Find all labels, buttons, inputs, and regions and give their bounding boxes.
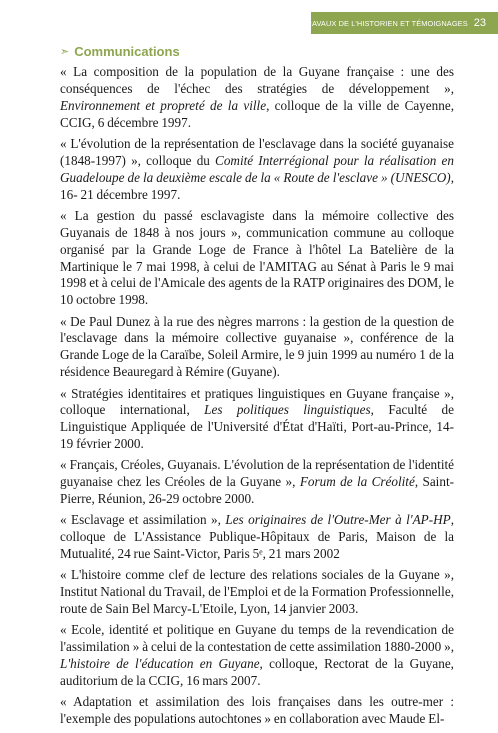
communications-list: [60, 64, 454, 733]
entry-title-italic: Les politiques linguistiques: [204, 402, 371, 418]
entry-text: « Stratégies identitaires et pratiques linguistiques en Guyane française », colloque international,: [60, 385, 454, 418]
entry-title-italic: Les originaires de l'Outre-Mer à l'AP-HP: [225, 512, 451, 528]
arrow-icon: ➣: [60, 46, 70, 58]
entry-text: , colloque de L'Assistance Publique-Hôpitaux de Paris, Maison de la Mutualité, 24 rue Saint-Victor, Paris 5ᵉ, 21 mars 2002: [60, 512, 454, 562]
entry-text: « L'évolution de la représentation de l'esclavage dans la société guyanaise (1848-1997) », colloque du: [60, 135, 454, 168]
entry-text: , colloque de la ville de Cayenne, CCIG, 6 décembre 1997.: [60, 97, 454, 130]
communication-entry: [60, 208, 454, 309]
entry-text: , 16- 21 décembre 1997.: [60, 169, 454, 202]
entry-text: « La composition de la population de la Guyane française : une des conséquences de l'échec des stratégies de développement »,: [60, 64, 454, 96]
entry-text: « L'histoire comme clef de lecture des relations sociales de la Guyane », Institut National du Travail, de l'Emploi et de la Formation Professionnelle, route de Sain Bel Marcy-L'Etoile, Lyon, 14 janvier 2003.: [60, 567, 454, 617]
entry-title-italic: Environnement et propreté de la ville: [60, 97, 267, 113]
communication-entry: [60, 694, 454, 728]
running-header-title: TRAVAUX DE L'HISTORIEN ET TÉMOIGNAGES: [301, 18, 468, 28]
communication-entry: [60, 567, 454, 618]
entry-text: « De Paul Dunez à la rue des nègres marrons : la gestion de la question de l'esclavage dans la mémoire collective guyanaise », conférence de la Grande Loge de la Caraïbe, Soleil Armire, le 9 juin 1999 au numéro 1 de la résidence Beauregard à Rémire (Guyane).: [60, 313, 454, 380]
communication-entry: [60, 512, 454, 563]
entry-text: « Ecole, identité et politique en Guyane du temps de la revendication de l'assimilation » à celui de la contestation de cette assimilation 1880-2000 »,: [60, 622, 454, 655]
entry-text: « La gestion du passé esclavagiste dans la mémoire collective des Guyanais de 1848 à nos jours », communication commune au colloque organisé par la Grande Loge de France à l'hôtel La Batelière de la Martinique le 7 mai 1998, à celui de l'AMITAG au Sénat à Paris le 9 mai 1998 et à celui de l'Amicale des agents de la RATP originaires des DOM, le 10 octobre 1998.: [60, 207, 454, 308]
page-number: 23: [473, 17, 486, 29]
entry-title-italic: Forum de la Créolité: [299, 474, 415, 490]
entry-text: , Faculté de Linguistique Appliquée de l'Université d'État d'Haïti, Port-au-Prince, 14-19 février 2000.: [60, 402, 454, 452]
communication-entry: [60, 314, 454, 382]
entry-text: , Saint-Pierre, Réunion, 26-29 octobre 2000.: [60, 474, 455, 507]
entry-title-italic: Comité Interrégional pour la réalisation en Guadeloupe de la deuxième escale de la « Route de l'esclave » (UNESCO): [60, 152, 455, 185]
entry-text: « Esclavage et assimilation »,: [60, 512, 226, 528]
section-title: Communications: [74, 44, 180, 59]
entry-title-italic: L'histoire de l'éducation en Guyane: [60, 656, 260, 672]
entry-text: « Adaptation et assimilation des lois françaises dans les outre-mer : l'exemple des populations autochtones » en collaboration avec Maude El-: [60, 694, 454, 727]
communication-entry: [60, 386, 454, 454]
entry-text: « Français, Créoles, Guyanais. L'évolution de la représentation de l'identité guyanaise chez les Créoles de la Guyane »,: [60, 457, 454, 490]
communication-entry: [60, 457, 454, 508]
communication-entry: [60, 64, 454, 132]
section-heading: [60, 44, 180, 59]
running-header: [301, 12, 498, 34]
communication-entry: [60, 136, 454, 204]
communication-entry: [60, 622, 454, 690]
entry-text: , colloque, Rectorat de la Guyane, auditorium de la CCIG, 16 mars 2007.: [60, 656, 454, 689]
